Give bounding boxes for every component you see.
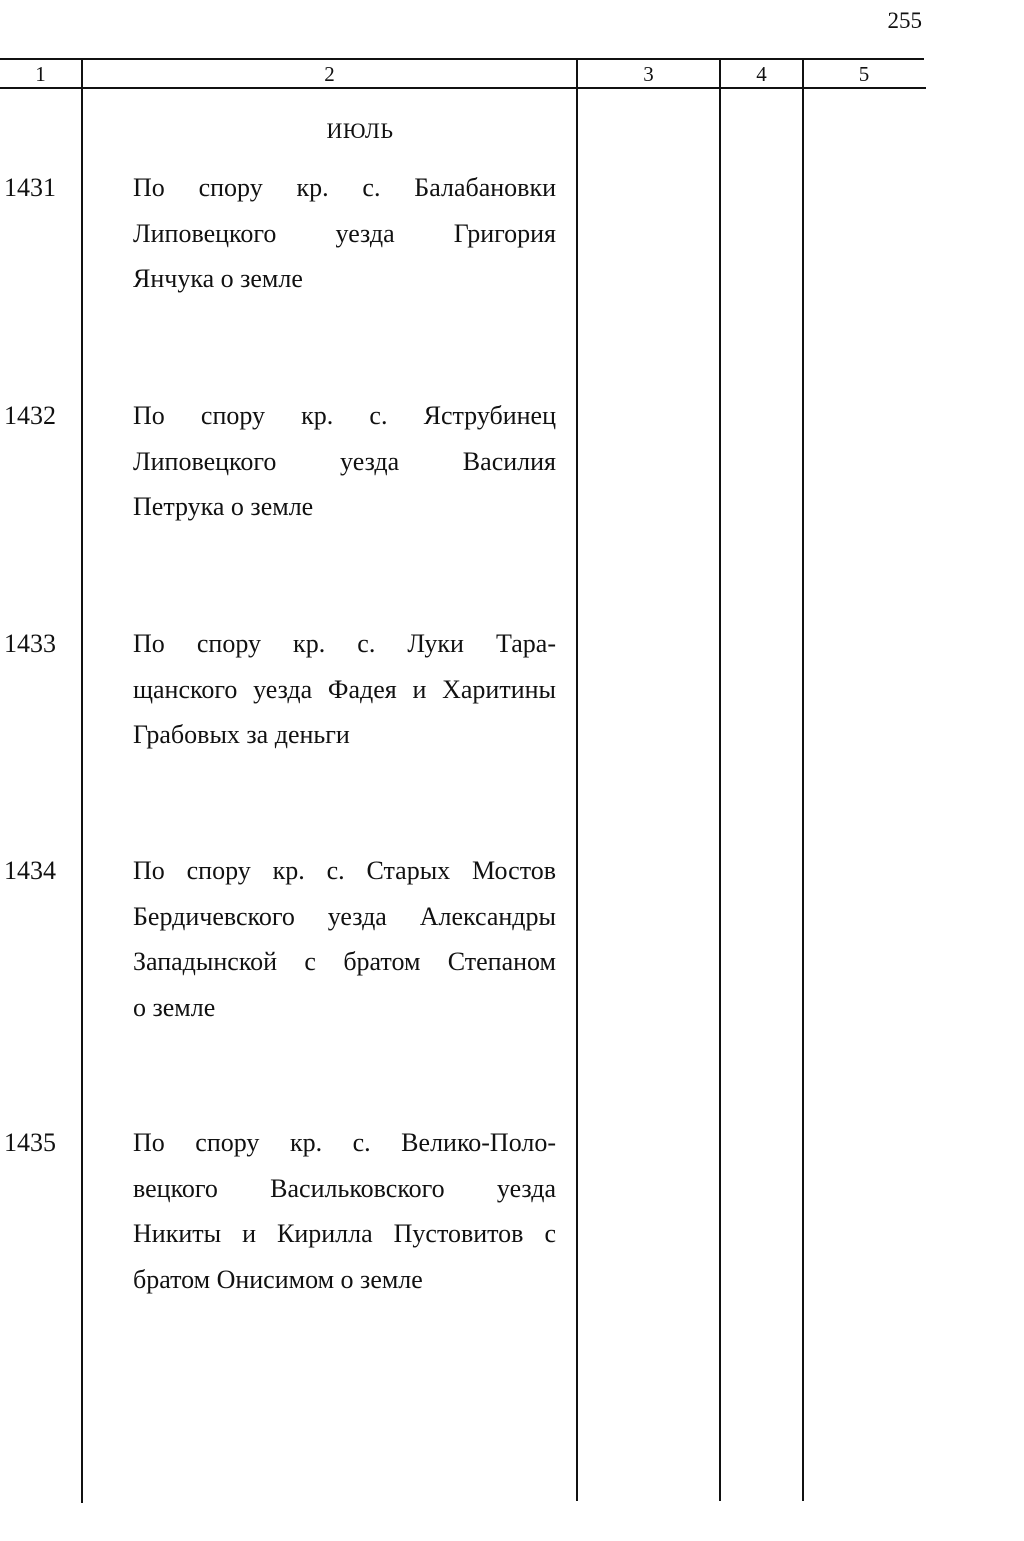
entry-description xyxy=(133,848,556,1030)
column-header-2: 2 xyxy=(324,62,335,86)
column-divider-2-3 xyxy=(576,58,578,1501)
entry-line: вецкого Васильковского уезда xyxy=(133,1173,556,1203)
column-header-3: 3 xyxy=(643,62,654,86)
entry-line: о земле xyxy=(133,992,216,1022)
column-divider-4-5 xyxy=(802,58,804,1501)
entry-description xyxy=(133,1120,556,1302)
entry-number: 1432 xyxy=(4,401,56,430)
month-heading: ИЮЛЬ xyxy=(326,118,394,143)
entry-line: братом Онисимом о земле xyxy=(133,1264,423,1294)
entry-line: Петрука о земле xyxy=(133,492,314,521)
entry-line: По спору кр. с. Яструбинец xyxy=(133,401,556,430)
entry-line: По спору кр. с. Старых Мостов xyxy=(133,856,556,885)
entry-line: Липовецкого уезда Григория xyxy=(133,218,556,248)
entry-line: По спору кр. с. Луки Тара- xyxy=(133,629,556,658)
entry-number: 1431 xyxy=(4,173,56,202)
entry-number: 1433 xyxy=(4,629,56,658)
entry-line: Грабовых за деньги xyxy=(133,720,350,749)
column-divider-1-2 xyxy=(81,58,83,1503)
column-header-4: 4 xyxy=(756,62,767,86)
entry-description xyxy=(133,393,556,530)
entry-line: Липовецкого уезда Василия xyxy=(133,446,556,476)
column-header-5: 5 xyxy=(858,62,870,86)
column-divider-3-4 xyxy=(719,58,721,1501)
entry-line: По спору кр. с. Велико-Поло- xyxy=(133,1128,556,1157)
entry-line: щанского уезда Фадея и Харитины xyxy=(133,674,556,704)
entry-number: 1434 xyxy=(4,856,56,885)
entry-number: 1435 xyxy=(4,1128,56,1157)
entry-line: Никиты и Кирилла Пустовитов с xyxy=(133,1219,556,1248)
column-header-1: 1 xyxy=(35,62,46,86)
header-top-rule xyxy=(0,58,924,60)
entry-line: Бердичевского уезда Александры xyxy=(133,901,556,931)
page-number: 255 xyxy=(887,8,922,33)
header-bottom-rule xyxy=(0,87,926,89)
entry-line: По спору кр. с. Балабановки xyxy=(133,173,556,202)
entry-description xyxy=(133,165,556,302)
entry-description xyxy=(133,621,556,758)
entry-line: Янчука о земле xyxy=(133,264,303,293)
entry-line: Западынской с братом Степаном xyxy=(133,947,556,976)
